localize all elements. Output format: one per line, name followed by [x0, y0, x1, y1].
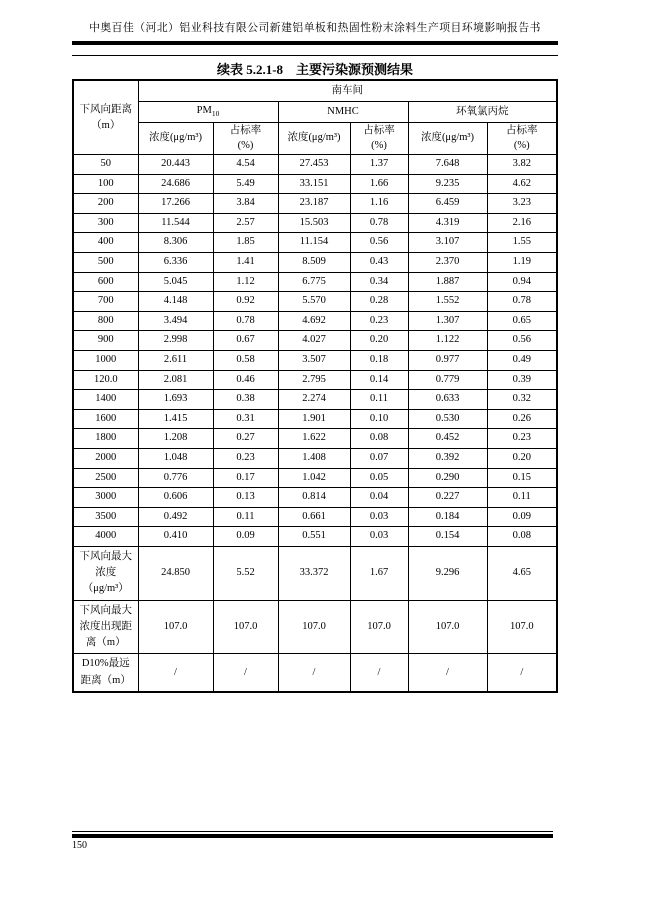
value-cell: / — [408, 654, 487, 692]
concentration-label: 浓度 — [420, 132, 442, 144]
pollutant-header-epichlorohydrin — [408, 101, 557, 122]
table-header — [73, 80, 557, 155]
distance-cell: 1000 — [73, 350, 138, 370]
value-cell: 3.84 — [213, 194, 278, 214]
value-cell: 0.08 — [350, 429, 408, 449]
table-row — [73, 292, 557, 312]
distance-cell: 900 — [73, 331, 138, 351]
table-row — [73, 527, 557, 547]
header-rule-thin — [72, 55, 558, 56]
value-cell: 0.07 — [350, 448, 408, 468]
value-cell: / — [350, 654, 408, 692]
value-cell: 0.184 — [408, 507, 487, 527]
value-cell: 0.23 — [213, 448, 278, 468]
value-cell: 17.266 — [138, 194, 213, 214]
table-row — [73, 213, 557, 233]
value-cell: 4.319 — [408, 213, 487, 233]
value-cell: 0.39 — [487, 370, 557, 390]
value-cell: / — [138, 654, 213, 692]
summary-label-cell: D10%最远距离（m） — [73, 654, 138, 692]
value-cell: 6.336 — [138, 252, 213, 272]
value-cell: 4.027 — [278, 331, 350, 351]
value-cell: / — [487, 654, 557, 692]
value-cell: 107.0 — [213, 600, 278, 654]
value-cell: 1.41 — [213, 252, 278, 272]
table-row — [73, 370, 557, 390]
distance-cell: 1400 — [73, 390, 138, 410]
distance-cell: 4000 — [73, 527, 138, 547]
value-cell: 107.0 — [278, 600, 350, 654]
value-cell: 0.78 — [487, 292, 557, 312]
ratio-unit: (%) — [237, 140, 254, 152]
value-cell: 2.274 — [278, 390, 350, 410]
table-row — [73, 488, 557, 508]
value-cell: 1.67 — [350, 546, 408, 600]
summary-label-cell: 下风向最大浓度出现距离（m） — [73, 600, 138, 654]
prediction-results-table — [72, 79, 558, 693]
ratio-unit: (%) — [513, 140, 530, 152]
value-cell: / — [278, 654, 350, 692]
value-cell: 1.552 — [408, 292, 487, 312]
value-cell: 8.509 — [278, 252, 350, 272]
document-header-title: 中奥百佳（河北）铝业科技有限公司新建铝单板和热固性粉末涂料生产项目环境影响报告书 — [89, 22, 541, 34]
pollutant-name: 环氧氯丙烷 — [456, 105, 509, 117]
page-number: 150 — [72, 840, 87, 851]
table-row — [73, 233, 557, 253]
value-cell: 1.408 — [278, 448, 350, 468]
concentration-label: 浓度 — [148, 132, 170, 144]
value-cell: 1.622 — [278, 429, 350, 449]
value-cell: 1.16 — [350, 194, 408, 214]
value-cell: 9.235 — [408, 174, 487, 194]
table-row — [73, 429, 557, 449]
value-cell: 0.56 — [350, 233, 408, 253]
pollutant-name: NMHC — [327, 105, 359, 117]
pollutant-name: PM — [196, 105, 212, 117]
table-row — [73, 350, 557, 370]
value-cell: 0.43 — [350, 252, 408, 272]
table-row — [73, 507, 557, 527]
value-cell: 0.18 — [350, 350, 408, 370]
value-cell: 0.78 — [350, 213, 408, 233]
value-cell: 0.11 — [350, 390, 408, 410]
ratio-label: 占标率 — [506, 124, 538, 136]
footer-rule-thin — [72, 831, 553, 832]
value-cell: 2.370 — [408, 252, 487, 272]
value-cell: 0.03 — [350, 507, 408, 527]
value-cell: 0.05 — [350, 468, 408, 488]
value-cell: 7.648 — [408, 155, 487, 175]
value-cell: 107.0 — [408, 600, 487, 654]
value-cell: 0.13 — [213, 488, 278, 508]
value-cell: 0.17 — [213, 468, 278, 488]
value-cell: 0.67 — [213, 331, 278, 351]
value-cell: 0.227 — [408, 488, 487, 508]
value-cell: 0.38 — [213, 390, 278, 410]
distance-cell: 400 — [73, 233, 138, 253]
value-cell: 0.530 — [408, 409, 487, 429]
distance-cell: 1600 — [73, 409, 138, 429]
value-cell: 8.306 — [138, 233, 213, 253]
value-cell: 11.154 — [278, 233, 350, 253]
header-row-measures — [73, 122, 557, 155]
value-cell: 0.392 — [408, 448, 487, 468]
value-cell: 5.570 — [278, 292, 350, 312]
table-row — [73, 468, 557, 488]
distance-cell: 300 — [73, 213, 138, 233]
summary-row — [73, 546, 557, 600]
distance-cell: 500 — [73, 252, 138, 272]
table-row — [73, 390, 557, 410]
footer-rule-thick — [72, 834, 553, 838]
value-cell: 0.15 — [487, 468, 557, 488]
value-cell: 23.187 — [278, 194, 350, 214]
table-row — [73, 448, 557, 468]
value-cell: 0.290 — [408, 468, 487, 488]
value-cell: 1.307 — [408, 311, 487, 331]
value-cell: 4.65 — [487, 546, 557, 600]
distance-cell: 120.0 — [73, 370, 138, 390]
value-cell: 0.11 — [487, 488, 557, 508]
value-cell: 1.042 — [278, 468, 350, 488]
value-cell: 0.27 — [213, 429, 278, 449]
value-cell: 4.54 — [213, 155, 278, 175]
value-cell: 24.850 — [138, 546, 213, 600]
value-cell: 0.23 — [350, 311, 408, 331]
summary-row — [73, 600, 557, 654]
value-cell: 2.16 — [487, 213, 557, 233]
table-row — [73, 194, 557, 214]
ratio-label: 占标率 — [229, 124, 262, 136]
concentration-unit: (μg/m³) — [308, 132, 341, 144]
value-cell: 0.92 — [213, 292, 278, 312]
table-body — [73, 155, 557, 693]
value-cell: 0.58 — [213, 350, 278, 370]
table-row — [73, 252, 557, 272]
value-cell: 4.692 — [278, 311, 350, 331]
concentration-unit: (μg/m³) — [169, 132, 203, 144]
ratio-label: 占标率 — [363, 124, 395, 136]
concentration-header-epichlorohydrin — [408, 122, 487, 155]
value-cell: 0.08 — [487, 527, 557, 547]
pollutant-header-pm10 — [138, 101, 278, 122]
value-cell: / — [213, 654, 278, 692]
ratio-unit: (%) — [371, 140, 387, 152]
distance-cell: 50 — [73, 155, 138, 175]
value-cell: 4.62 — [487, 174, 557, 194]
value-cell: 0.776 — [138, 468, 213, 488]
value-cell: 0.04 — [350, 488, 408, 508]
value-cell: 15.503 — [278, 213, 350, 233]
table-row — [73, 311, 557, 331]
value-cell: 3.507 — [278, 350, 350, 370]
value-cell: 107.0 — [350, 600, 408, 654]
distance-cell: 200 — [73, 194, 138, 214]
value-cell: 27.453 — [278, 155, 350, 175]
value-cell: 0.20 — [487, 448, 557, 468]
value-cell: 9.296 — [408, 546, 487, 600]
concentration-label: 浓度 — [287, 132, 309, 144]
value-cell: 0.34 — [350, 272, 408, 292]
value-cell: 0.56 — [487, 331, 557, 351]
value-cell: 33.372 — [278, 546, 350, 600]
value-cell: 0.46 — [213, 370, 278, 390]
value-cell: 0.65 — [487, 311, 557, 331]
ratio-header-epichlorohydrin — [487, 122, 557, 155]
value-cell: 5.52 — [213, 546, 278, 600]
value-cell: 6.775 — [278, 272, 350, 292]
distance-cell: 800 — [73, 311, 138, 331]
table-row — [73, 174, 557, 194]
pollutant-header-nmhc — [278, 101, 408, 122]
value-cell: 1.415 — [138, 409, 213, 429]
value-cell: 0.09 — [487, 507, 557, 527]
summary-label-cell: 下风向最大浓度（μg/m³） — [73, 546, 138, 600]
value-cell: 6.459 — [408, 194, 487, 214]
value-cell: 2.611 — [138, 350, 213, 370]
value-cell: 1.048 — [138, 448, 213, 468]
value-cell: 0.492 — [138, 507, 213, 527]
value-cell: 0.14 — [350, 370, 408, 390]
value-cell: 1.122 — [408, 331, 487, 351]
value-cell: 107.0 — [138, 600, 213, 654]
value-cell: 0.814 — [278, 488, 350, 508]
workshop-header: 南车间 — [138, 80, 557, 101]
value-cell: 0.49 — [487, 350, 557, 370]
distance-cell: 3000 — [73, 488, 138, 508]
value-cell: 1.85 — [213, 233, 278, 253]
value-cell: 0.31 — [213, 409, 278, 429]
header-row-pollutants — [73, 101, 557, 122]
value-cell: 1.887 — [408, 272, 487, 292]
ratio-header-nmhc — [350, 122, 408, 155]
table-row — [73, 155, 557, 175]
ratio-header-pm10 — [213, 122, 278, 155]
value-cell: 1.208 — [138, 429, 213, 449]
value-cell: 2.795 — [278, 370, 350, 390]
value-cell: 2.998 — [138, 331, 213, 351]
value-cell: 4.148 — [138, 292, 213, 312]
value-cell: 1.55 — [487, 233, 557, 253]
value-cell: 1.66 — [350, 174, 408, 194]
distance-cell: 2500 — [73, 468, 138, 488]
value-cell: 0.26 — [487, 409, 557, 429]
value-cell: 107.0 — [487, 600, 557, 654]
value-cell: 3.107 — [408, 233, 487, 253]
value-cell: 0.452 — [408, 429, 487, 449]
table-row — [73, 409, 557, 429]
value-cell: 0.606 — [138, 488, 213, 508]
concentration-unit: (μg/m³) — [441, 132, 475, 144]
value-cell: 0.03 — [350, 527, 408, 547]
distance-cell: 700 — [73, 292, 138, 312]
value-cell: 1.693 — [138, 390, 213, 410]
value-cell: 0.78 — [213, 311, 278, 331]
value-cell: 0.09 — [213, 527, 278, 547]
value-cell: 0.94 — [487, 272, 557, 292]
value-cell: 2.57 — [213, 213, 278, 233]
table-row — [73, 331, 557, 351]
distance-cell: 3500 — [73, 507, 138, 527]
value-cell: 1.901 — [278, 409, 350, 429]
table-row — [73, 272, 557, 292]
value-cell: 0.633 — [408, 390, 487, 410]
distance-cell: 600 — [73, 272, 138, 292]
value-cell: 33.151 — [278, 174, 350, 194]
concentration-header-pm10 — [138, 122, 213, 155]
value-cell: 1.19 — [487, 252, 557, 272]
value-cell: 0.977 — [408, 350, 487, 370]
corner-header-distance: 下风向距离（m） — [73, 80, 138, 155]
value-cell: 0.410 — [138, 527, 213, 547]
value-cell: 3.82 — [487, 155, 557, 175]
value-cell: 0.551 — [278, 527, 350, 547]
value-cell: 1.37 — [350, 155, 408, 175]
header-row-workshop — [73, 80, 557, 101]
value-cell: 2.081 — [138, 370, 213, 390]
concentration-header-nmhc — [278, 122, 350, 155]
value-cell: 5.49 — [213, 174, 278, 194]
distance-cell: 2000 — [73, 448, 138, 468]
distance-cell: 1800 — [73, 429, 138, 449]
value-cell: 1.12 — [213, 272, 278, 292]
value-cell: 0.11 — [213, 507, 278, 527]
value-cell: 3.23 — [487, 194, 557, 214]
value-cell: 0.28 — [350, 292, 408, 312]
value-cell: 20.443 — [138, 155, 213, 175]
value-cell: 0.661 — [278, 507, 350, 527]
value-cell: 3.494 — [138, 311, 213, 331]
pollutant-name-subscript: 10 — [211, 109, 220, 119]
value-cell: 0.32 — [487, 390, 557, 410]
value-cell: 24.686 — [138, 174, 213, 194]
value-cell: 0.23 — [487, 429, 557, 449]
value-cell: 0.779 — [408, 370, 487, 390]
value-cell: 0.20 — [350, 331, 408, 351]
table-caption: 续表 5.2.1-8 主要污染源预测结果 — [216, 62, 414, 77]
distance-cell: 100 — [73, 174, 138, 194]
value-cell: 11.544 — [138, 213, 213, 233]
value-cell: 0.10 — [350, 409, 408, 429]
header-rule-thick — [72, 41, 558, 45]
summary-row — [73, 654, 557, 692]
value-cell: 0.154 — [408, 527, 487, 547]
value-cell: 5.045 — [138, 272, 213, 292]
